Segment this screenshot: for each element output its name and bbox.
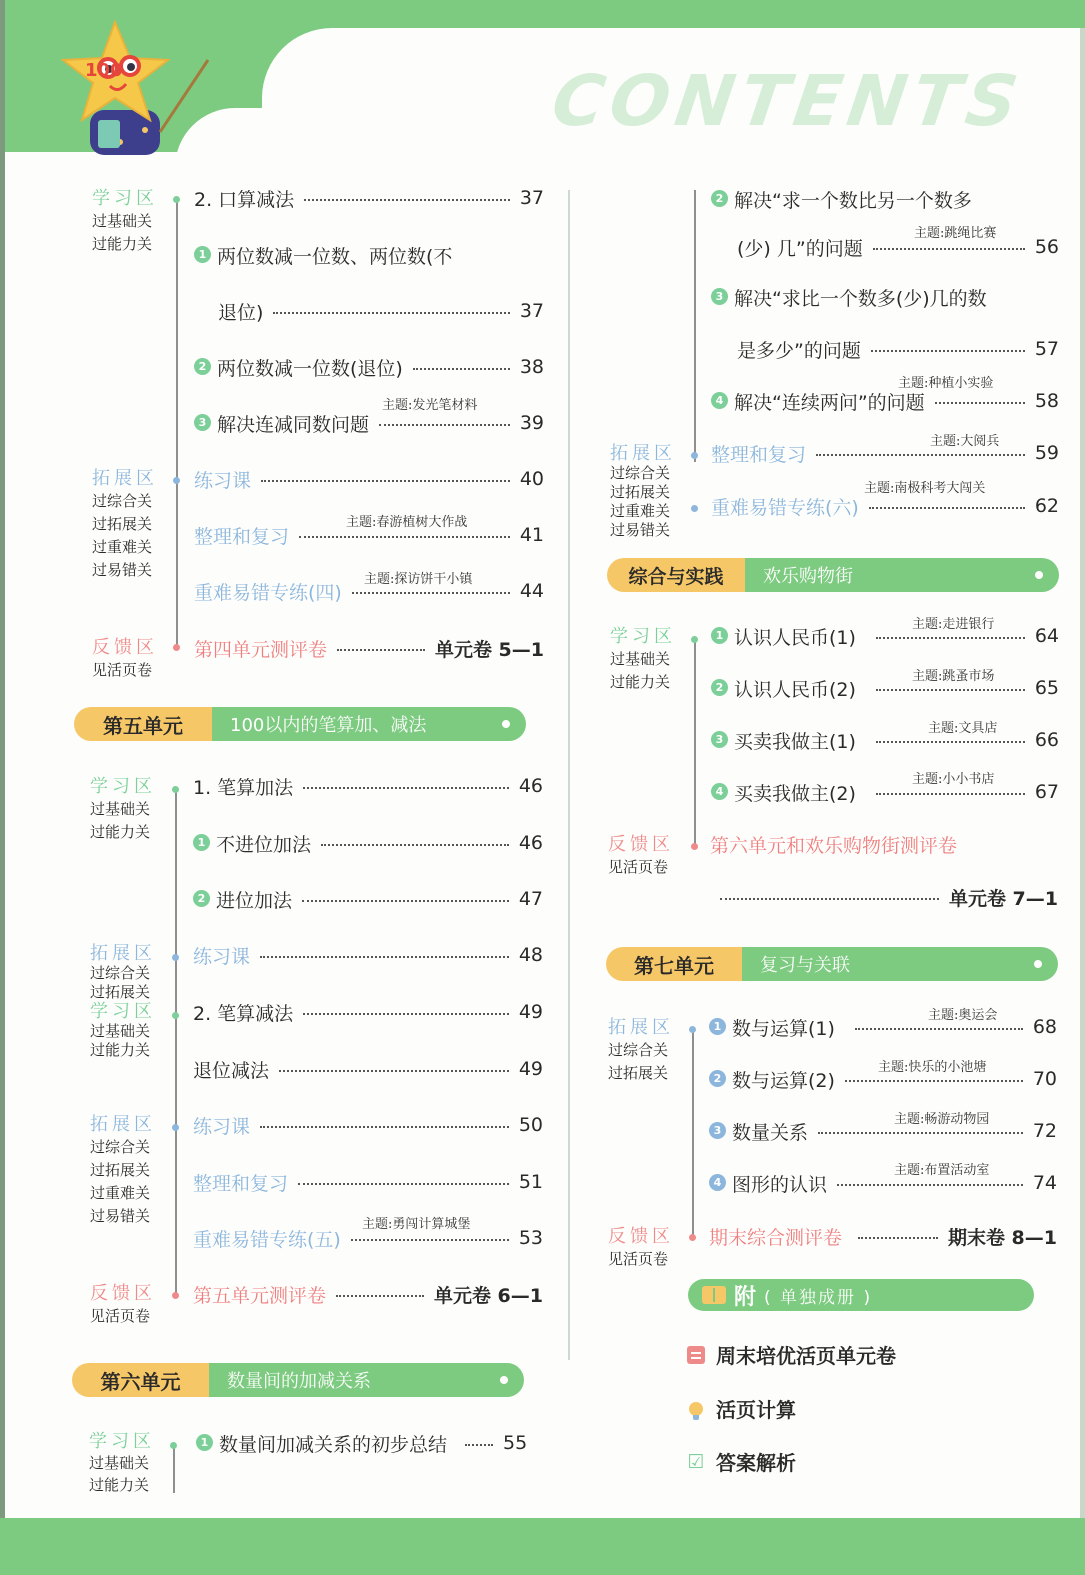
toc-entry[interactable]: 1 不进位加法 46 (193, 828, 543, 858)
number-badge-icon: 2 (194, 358, 211, 375)
toc-entry[interactable]: 是多少”的问题 57 (737, 338, 1059, 362)
theme-note: 主题:跳绳比赛 (914, 226, 997, 241)
toc-entry[interactable]: 3 解决“求比一个数多(少)几的数 (711, 282, 1031, 312)
book-icon (702, 1286, 726, 1304)
theme-note: 主题:勇闯计算城堡 (362, 1217, 471, 1232)
theme-note: 主题:畅游动物园 (894, 1112, 990, 1127)
number-badge-icon: 4 (711, 783, 728, 800)
toc-entry[interactable]: 第六单元和欢乐购物街测评卷 (710, 834, 958, 857)
appendix-header[interactable]: 附 ( 单独成册 ) (688, 1279, 1034, 1311)
number-badge-icon: 3 (711, 288, 728, 305)
theme-note: 主题:春游植树大作战 (346, 515, 468, 530)
timeline-line (176, 198, 178, 650)
zone-expand: 拓展区 过综合关 过拓展关 过重难关 过易错关 (90, 1114, 156, 1225)
number-badge-icon: 1 (711, 627, 728, 644)
theme-note: 主题:文具店 (928, 721, 998, 736)
toc-entry[interactable]: 1. 笔算加法 46 (193, 775, 543, 799)
contents-title: CONTENTS (547, 60, 1029, 142)
number-badge-icon: 3 (711, 731, 728, 748)
toc-entry[interactable]: 2 数与运算(2) 70 (709, 1064, 1057, 1094)
theme-note: 主题:大阅兵 (930, 434, 1000, 449)
number-badge-icon: 2 (193, 890, 210, 907)
svg-text:100: 100 (85, 60, 123, 81)
toc-entry[interactable]: 重难易错专练(四) 44 (194, 580, 544, 604)
toc-entry[interactable]: 练习课 50 (193, 1114, 543, 1138)
toc-entry[interactable]: 第五单元测评卷 单元卷 6—1 (193, 1284, 543, 1307)
theme-note: 主题:发光笔材料 (382, 398, 478, 413)
number-badge-icon: 1 (196, 1434, 213, 1451)
bulb-icon (689, 1402, 703, 1416)
toc-entry[interactable]: (少) 几”的问题 56 (737, 236, 1059, 260)
toc-entry[interactable]: 整理和复习 51 (193, 1171, 543, 1195)
zone-expand: 拓展区 过综合关 过拓展关 (90, 943, 156, 1001)
zone-learn: 学习区 过基础关 过能力关 (90, 1001, 156, 1059)
bullet-icon (500, 1376, 508, 1384)
toc-entry[interactable]: 单元卷 7—1 (720, 882, 1058, 912)
number-badge-icon: 3 (709, 1122, 726, 1139)
toc-entry[interactable]: 1 两位数减一位数、两位数(不 (194, 240, 544, 270)
number-badge-icon: 2 (711, 679, 728, 696)
bullet-icon (502, 720, 510, 728)
zone-learn: 学习区 过基础关 过能力关 (610, 626, 676, 691)
toc-entry[interactable]: 第四单元测评卷 单元卷 5—1 (194, 638, 544, 661)
toc-entry[interactable]: 1 认识人民币(1) 64 (711, 621, 1059, 651)
column-divider (568, 190, 570, 1360)
theme-note: 主题:布置活动室 (894, 1163, 990, 1178)
toc-entry[interactable]: 1 数与运算(1) 68 (709, 1012, 1057, 1042)
toc-entry[interactable]: 2 认识人民币(2) 65 (711, 673, 1059, 703)
theme-note: 主题:南极科考大闯关 (864, 481, 986, 496)
number-badge-icon: 3 (194, 414, 211, 431)
calendar-icon (687, 1346, 705, 1364)
toc-entry[interactable]: 4 解决“连续两问”的问题 58 (711, 386, 1059, 416)
toc-entry[interactable]: 1 数量间加减关系的初步总结 55 (196, 1428, 542, 1458)
toc-entry[interactable]: 2 解决“求一个数比另一个数多 (711, 184, 1031, 214)
toc-entry[interactable]: 退位) 37 (218, 300, 544, 324)
toc-entry[interactable]: 4 买卖我做主(2) 67 (711, 777, 1059, 807)
zone-expand: 拓展区 过综合关 过拓展关 (608, 1017, 674, 1082)
number-badge-icon: 1 (194, 246, 211, 263)
zone-expand: 拓展区 过综合关 过拓展关 过重难关 过易错关 (610, 443, 676, 539)
toc-entry[interactable]: 期末综合测评卷 期末卷 8—1 (709, 1226, 1057, 1249)
toc-entry[interactable]: 2. 笔算减法 49 (193, 1001, 543, 1025)
toc-entry[interactable]: 2. 口算减法 37 (194, 187, 544, 211)
toc-entry[interactable]: 2 进位加法 47 (193, 884, 543, 914)
toc-entry[interactable]: 整理和复习 59 (711, 442, 1059, 466)
theme-note: 主题:奥运会 (928, 1008, 998, 1023)
unit-header-6[interactable]: 第六单元 数量间的加减关系 (72, 1363, 524, 1397)
toc-entry[interactable]: 练习课 40 (194, 468, 544, 492)
number-badge-icon: 1 (193, 834, 210, 851)
footer-band (0, 1518, 1085, 1575)
toc-entry[interactable]: 重难易错专练(五) 53 (193, 1227, 543, 1251)
number-badge-icon: 4 (711, 392, 728, 409)
zone-feedback: 反馈区 见活页卷 (90, 1283, 156, 1325)
appendix-item[interactable]: 周末培优活页单元卷 (686, 1340, 896, 1369)
zone-learn: 学习区 过基础关 过能力关 (89, 1431, 155, 1494)
toc-entry[interactable]: 2 两位数减一位数(退位) 38 (194, 352, 544, 382)
appendix-item[interactable]: ☑ 答案解析 (687, 1450, 796, 1475)
toc-entry[interactable]: 3 解决连减同数问题 39 (194, 408, 544, 438)
theme-note: 主题:探访饼干小镇 (364, 572, 473, 587)
toc-entry[interactable]: 重难易错专练(六) 62 (711, 495, 1059, 519)
zone-expand: 拓展区 过综合关 过拓展关 过重难关 过易错关 (92, 468, 158, 579)
toc-entry[interactable]: 练习课 48 (193, 944, 543, 968)
zone-feedback: 反馈区 见活页卷 (608, 1226, 674, 1268)
theme-note: 主题:种植小实验 (898, 376, 994, 391)
zone-learn: 学习区 过基础关 过能力关 (90, 776, 156, 841)
check-icon: ☑ (687, 1450, 705, 1473)
appendix-item[interactable]: 活页计算 (686, 1394, 796, 1423)
page-edge (0, 0, 5, 1575)
unit-header-5[interactable]: 第五单元 100以内的笔算加、减法 (74, 707, 526, 741)
toc-entry[interactable]: 整理和复习 41 (194, 524, 544, 548)
toc-entry[interactable]: 3 买卖我做主(1) 66 (711, 725, 1059, 755)
zone-feedback: 反馈区 见活页卷 (608, 834, 674, 876)
timeline-line (694, 190, 696, 462)
theme-note: 主题:走进银行 (912, 617, 995, 632)
number-badge-icon: 1 (709, 1018, 726, 1035)
star-mascot-icon (60, 20, 210, 155)
number-badge-icon: 4 (709, 1174, 726, 1191)
page-edge (1080, 28, 1085, 1518)
zone-learn: 学习区 过基础关 过能力关 (92, 188, 158, 253)
zone-feedback: 反馈区 见活页卷 (92, 637, 158, 679)
unit-header-7[interactable]: 第七单元 复习与关联 (606, 947, 1058, 981)
toc-entry[interactable]: 4 图形的认识 74 (709, 1168, 1057, 1198)
toc-entry[interactable]: 退位减法 49 (193, 1058, 543, 1082)
bullet-icon (1034, 960, 1042, 968)
bullet-icon (1035, 571, 1043, 579)
unit-header-practice[interactable]: 综合与实践 欢乐购物街 (607, 558, 1059, 592)
number-badge-icon: 2 (711, 190, 728, 207)
number-badge-icon: 2 (709, 1070, 726, 1087)
theme-note: 主题:快乐的小池塘 (878, 1060, 987, 1075)
theme-note: 主题:小小书店 (912, 772, 995, 787)
toc-entry[interactable]: 3 数量关系 72 (709, 1116, 1057, 1146)
theme-note: 主题:跳蚤市场 (912, 669, 995, 684)
